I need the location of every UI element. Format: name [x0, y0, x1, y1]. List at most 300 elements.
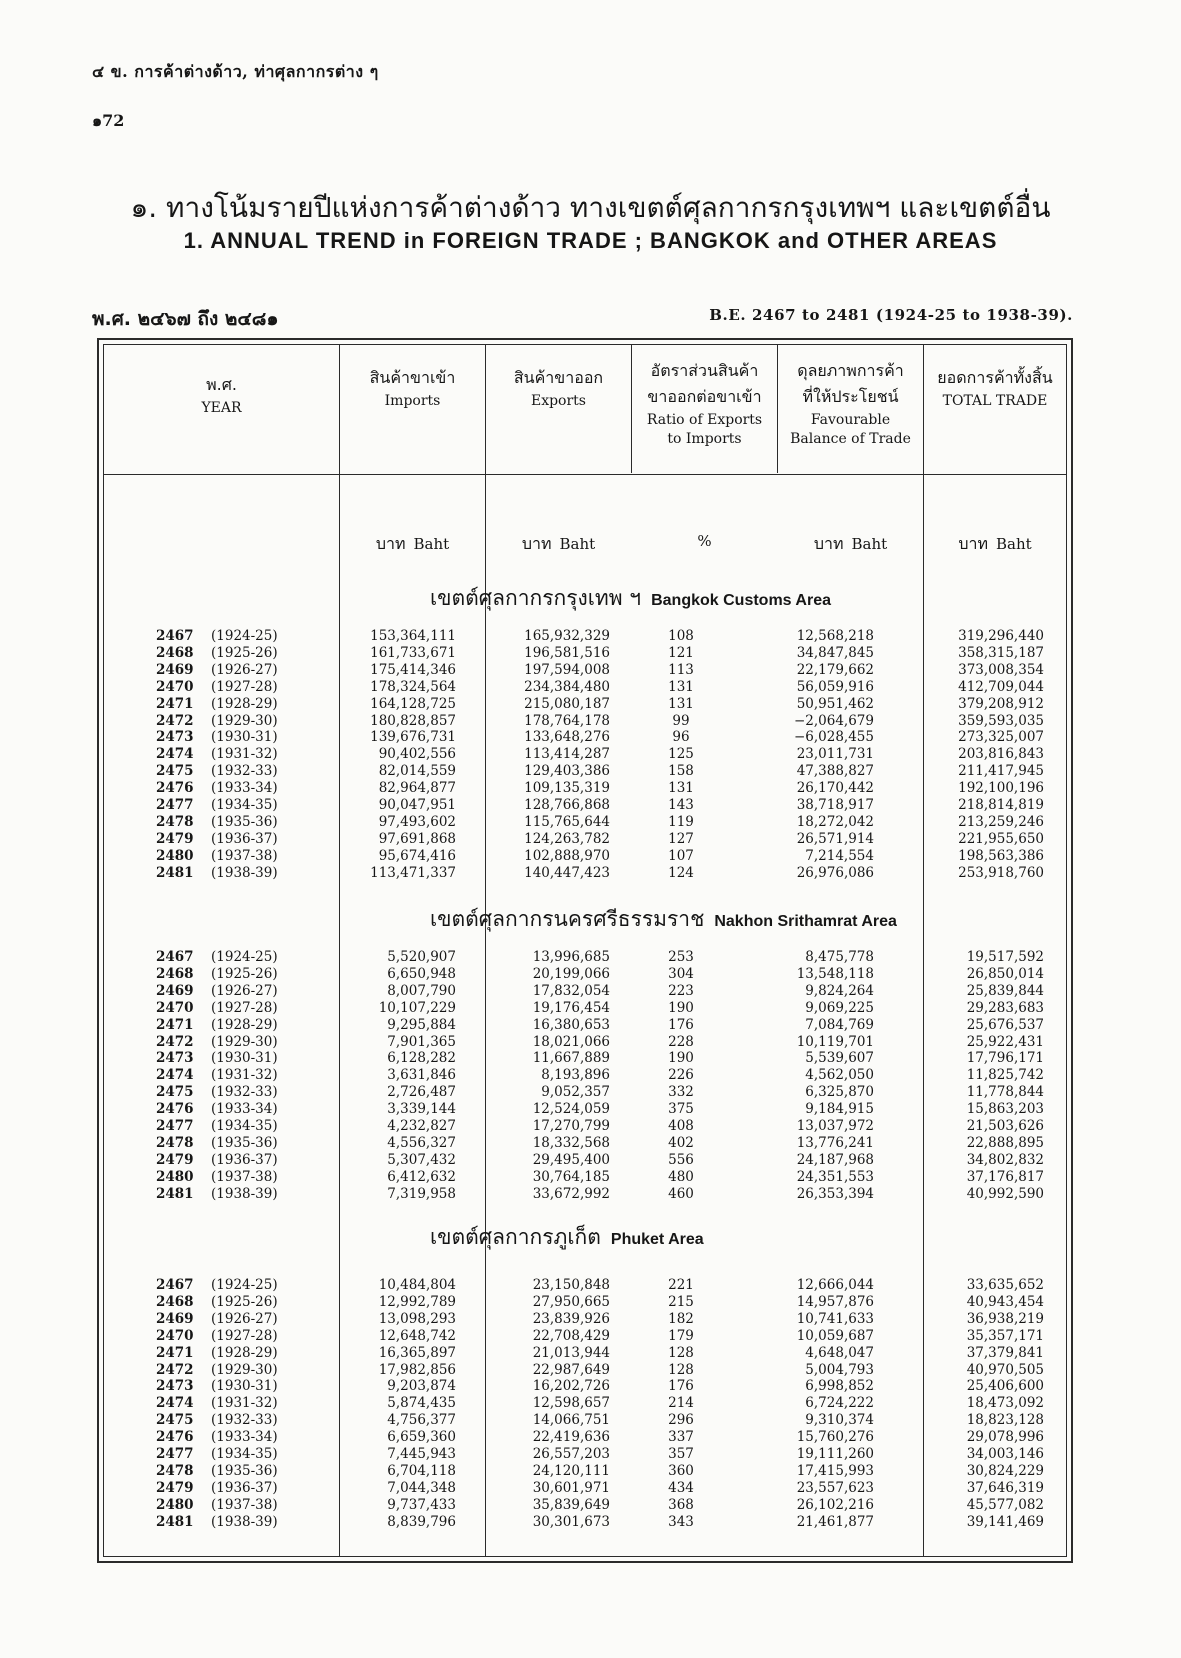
balance-cell: 10,119,701 [796, 1033, 874, 1050]
unit-percent: % [697, 532, 712, 550]
ce-year-cell: (1930-31) [211, 1050, 278, 1067]
table-row [104, 1152, 1066, 1168]
ratio-cell: 332 [668, 1084, 694, 1101]
balance-cell: 19,111,260 [796, 1446, 874, 1462]
total-cell: 34,802,832 [966, 1151, 1044, 1168]
table-row [104, 1186, 1066, 1202]
ratio-cell: 190 [668, 999, 694, 1016]
balance-cell: 13,548,118 [796, 965, 874, 982]
ratio-cell: 228 [668, 1033, 694, 1050]
ce-year-cell: (1938-39) [211, 1513, 278, 1530]
balance-cell: 9,310,374 [805, 1412, 874, 1429]
exports-cell: 26,557,203 [532, 1446, 610, 1462]
exports-cell: 9,052,357 [541, 1084, 610, 1101]
imports-cell: 178,324,564 [370, 678, 456, 695]
year-cell: 2471 [156, 695, 194, 712]
table-row [104, 1412, 1066, 1428]
table-row [104, 628, 1066, 644]
total-cell: 29,283,683 [966, 999, 1044, 1016]
ratio-cell: 337 [668, 1429, 694, 1446]
total-cell: 45,577,082 [966, 1496, 1044, 1513]
table-row [104, 1480, 1066, 1496]
ce-year-cell: (1932-33) [211, 763, 278, 780]
imports-cell: 7,445,943 [387, 1446, 456, 1462]
exports-cell: 140,447,423 [524, 864, 610, 881]
exports-cell: 115,765,644 [524, 813, 610, 830]
imports-cell: 97,493,602 [378, 813, 456, 830]
header-ratio-th1: อัตราส่วนสินค้า [650, 361, 759, 380]
balance-cell: 14,957,876 [796, 1293, 874, 1310]
exports-cell: 18,021,066 [532, 1033, 610, 1050]
table-row [104, 1277, 1066, 1293]
header-ratio-en2: to Imports [667, 431, 742, 447]
ce-year-cell: (1934-35) [211, 1118, 278, 1134]
balance-cell: 12,568,218 [796, 628, 874, 644]
year-cell: 2468 [156, 1293, 194, 1310]
exports-cell: 196,581,516 [524, 644, 610, 661]
ratio-cell: 360 [668, 1462, 694, 1479]
exports-cell: 12,598,657 [532, 1395, 610, 1412]
ce-year-cell: (1933-34) [211, 780, 278, 797]
ce-year-cell: (1931-32) [211, 1067, 278, 1084]
ce-year-cell: (1927-28) [211, 678, 278, 695]
total-cell: 211,417,945 [958, 763, 1044, 780]
total-cell: 192,100,196 [958, 780, 1044, 797]
balance-cell: 26,170,442 [796, 780, 874, 797]
header-balance-en1: Favourable [810, 412, 891, 428]
ratio-cell: 131 [668, 695, 694, 712]
table-row [104, 1362, 1066, 1378]
header-total-th: ยอดการค้าทั้งสิ้น [937, 368, 1053, 387]
imports-cell: 82,014,559 [378, 763, 456, 780]
exports-cell: 35,839,649 [532, 1496, 610, 1513]
imports-cell: 82,964,877 [378, 780, 456, 797]
year-cell: 2481 [156, 1513, 194, 1530]
ratio-cell: 215 [668, 1293, 694, 1310]
table-row [104, 1101, 1066, 1117]
exports-cell: 16,202,726 [532, 1378, 610, 1395]
year-cell: 2473 [156, 729, 194, 746]
exports-cell: 30,764,185 [532, 1168, 610, 1185]
balance-cell: 6,724,222 [805, 1395, 874, 1412]
imports-cell: 17,982,856 [378, 1361, 456, 1378]
ce-year-cell: (1938-39) [211, 864, 278, 881]
ratio-cell: 343 [668, 1513, 694, 1530]
exports-cell: 234,384,480 [524, 678, 610, 695]
balance-cell: 23,557,623 [796, 1479, 874, 1496]
imports-cell: 13,098,293 [378, 1310, 456, 1327]
total-cell: 25,676,537 [966, 1016, 1044, 1033]
year-cell: 2480 [156, 1168, 194, 1185]
unit-baht-th: บาท [813, 534, 844, 553]
table-row [104, 679, 1066, 695]
year-cell: 2473 [156, 1050, 194, 1067]
ratio-cell: 119 [668, 813, 694, 830]
exports-cell: 113,414,287 [524, 746, 610, 763]
section-heading [430, 582, 1050, 615]
total-cell: 22,888,895 [966, 1134, 1044, 1151]
exports-cell: 124,263,782 [524, 830, 610, 847]
total-cell: 25,406,600 [966, 1378, 1044, 1395]
exports-cell: 22,419,636 [532, 1429, 610, 1446]
ratio-cell: 127 [668, 830, 694, 847]
header-exports-en: Exports [530, 393, 586, 409]
total-cell: 273,325,007 [958, 729, 1044, 746]
balance-cell: 26,353,394 [796, 1185, 874, 1202]
ce-year-cell: (1937-38) [211, 1496, 278, 1513]
table-row [104, 1395, 1066, 1411]
ratio-cell: 131 [668, 678, 694, 695]
table-row [104, 1050, 1066, 1066]
table-row [104, 1514, 1066, 1530]
imports-cell: 90,047,951 [378, 797, 456, 813]
ratio-cell: 96 [672, 729, 690, 746]
exports-cell: 18,332,568 [532, 1134, 610, 1151]
total-cell: 35,357,171 [966, 1327, 1044, 1344]
ratio-cell: 128 [668, 1344, 694, 1361]
ratio-cell: 176 [668, 1016, 694, 1033]
table-row [104, 814, 1066, 830]
balance-cell: 9,824,264 [805, 982, 874, 999]
imports-cell: 4,232,827 [387, 1118, 456, 1134]
exports-cell: 165,932,329 [524, 628, 610, 644]
table-row [104, 848, 1066, 864]
imports-cell: 9,737,433 [387, 1496, 456, 1513]
total-cell: 198,563,386 [958, 847, 1044, 864]
year-cell: 2479 [156, 830, 194, 847]
unit-ratio [632, 532, 777, 550]
balance-cell: 5,539,607 [805, 1050, 874, 1067]
balance-cell: 15,760,276 [796, 1429, 874, 1446]
balance-cell: 7,214,554 [805, 847, 874, 864]
year-cell: 2479 [156, 1479, 194, 1496]
title-english: 1. ANNUAL TREND in FOREIGN TRADE ; BANGKOK and OTHER AREAS [183, 228, 998, 253]
ratio-cell: 221 [668, 1277, 694, 1293]
ratio-cell: 223 [668, 982, 694, 999]
total-cell: 40,970,505 [966, 1361, 1044, 1378]
unit-baht-th: บาท [375, 534, 406, 553]
ratio-cell: 143 [668, 797, 694, 813]
total-cell: 358,315,187 [958, 644, 1044, 661]
ce-year-cell: (1931-32) [211, 746, 278, 763]
balance-cell: 6,325,870 [805, 1084, 874, 1101]
imports-cell: 164,128,725 [370, 695, 456, 712]
section-heading-en: Bangkok Customs Area [651, 592, 831, 609]
table-row [104, 1067, 1066, 1083]
imports-cell: 175,414,346 [370, 661, 456, 678]
total-cell: 18,473,092 [966, 1395, 1044, 1412]
imports-cell: 180,828,857 [370, 712, 456, 729]
exports-cell: 12,524,059 [532, 1101, 610, 1118]
exports-cell: 22,708,429 [532, 1327, 610, 1344]
header-ratio-th2: ขาออกต่อขาเข้า [647, 387, 762, 406]
year-cell: 2480 [156, 847, 194, 864]
balance-cell: 26,102,216 [796, 1496, 874, 1513]
balance-cell: 10,741,633 [796, 1310, 874, 1327]
total-cell: 40,943,454 [966, 1293, 1044, 1310]
total-cell: 203,816,843 [958, 746, 1044, 763]
ce-year-cell: (1928-29) [211, 695, 278, 712]
ratio-cell: 408 [668, 1118, 694, 1134]
ratio-cell: 190 [668, 1050, 694, 1067]
year-cell: 2481 [156, 1185, 194, 1202]
total-cell: 36,938,219 [966, 1310, 1044, 1327]
exports-cell: 30,601,971 [532, 1479, 610, 1496]
balance-cell: 7,084,769 [805, 1016, 874, 1033]
exports-cell: 178,764,178 [524, 712, 610, 729]
ce-year-cell: (1924-25) [211, 628, 278, 644]
total-cell: 29,078,996 [966, 1429, 1044, 1446]
imports-cell: 9,295,884 [387, 1016, 456, 1033]
unit-balance [778, 532, 923, 557]
balance-cell: 13,776,241 [796, 1134, 874, 1151]
balance-cell: 21,461,877 [796, 1513, 874, 1530]
exports-cell: 129,403,386 [524, 763, 610, 780]
balance-cell: 9,069,225 [805, 999, 874, 1016]
year-cell: 2470 [156, 678, 194, 695]
ce-year-cell: (1933-34) [211, 1429, 278, 1446]
balance-cell: 17,415,993 [796, 1462, 874, 1479]
year-cell: 2471 [156, 1344, 194, 1361]
exports-cell: 197,594,008 [524, 661, 610, 678]
ce-year-cell: (1934-35) [211, 1446, 278, 1462]
ce-year-cell: (1934-35) [211, 797, 278, 813]
table-row [104, 983, 1066, 999]
exports-cell: 29,495,400 [532, 1151, 610, 1168]
exports-cell: 8,193,896 [541, 1067, 610, 1084]
total-cell: 221,955,650 [958, 830, 1044, 847]
ratio-cell: 402 [668, 1134, 694, 1151]
year-cell: 2475 [156, 1412, 194, 1429]
exports-cell: 11,667,889 [532, 1050, 610, 1067]
ratio-cell: 108 [668, 628, 694, 644]
total-cell: 34,003,146 [966, 1446, 1044, 1462]
exports-cell: 17,832,054 [532, 982, 610, 999]
table-row [104, 1034, 1066, 1050]
year-cell: 2474 [156, 1395, 194, 1412]
table-row [104, 1000, 1066, 1016]
ce-year-cell: (1933-34) [211, 1101, 278, 1118]
balance-cell: 5,004,793 [805, 1361, 874, 1378]
year-cell: 2471 [156, 1016, 194, 1033]
header-imports-en: Imports [384, 393, 441, 409]
ce-year-cell: (1936-37) [211, 830, 278, 847]
ratio-cell: 131 [668, 780, 694, 797]
unit-baht-en: Baht [559, 535, 596, 553]
imports-cell: 6,650,948 [387, 965, 456, 982]
exports-cell: 128,766,868 [524, 797, 610, 813]
header-balance-en2: Balance of Trade [790, 431, 911, 447]
total-cell: 253,918,760 [958, 864, 1044, 881]
table-row [104, 1294, 1066, 1310]
year-cell: 2467 [156, 1277, 194, 1293]
exports-cell: 30,301,673 [532, 1513, 610, 1530]
unit-baht-en: Baht [996, 535, 1032, 553]
total-cell: 218,814,819 [958, 797, 1044, 813]
table-row [104, 1497, 1066, 1513]
year-cell: 2477 [156, 1118, 194, 1134]
year-cell: 2470 [156, 999, 194, 1016]
year-cell: 2469 [156, 982, 194, 999]
total-cell: 21,503,626 [966, 1118, 1044, 1134]
year-cell: 2476 [156, 1429, 194, 1446]
table-row [104, 1169, 1066, 1185]
table-row [104, 746, 1066, 762]
unit-imports [340, 532, 485, 557]
balance-cell: 38,718,917 [796, 797, 874, 813]
exports-cell: 23,839,926 [532, 1310, 610, 1327]
table-row [104, 1084, 1066, 1100]
ratio-cell: 176 [668, 1378, 694, 1395]
unit-baht-th: บาท [958, 534, 989, 553]
header-ratio-en1: Ratio of Exports [646, 412, 763, 428]
year-cell: 2472 [156, 1361, 194, 1378]
imports-cell: 5,874,435 [387, 1395, 456, 1412]
imports-cell: 5,307,432 [387, 1151, 456, 1168]
balance-cell: 24,351,553 [796, 1168, 874, 1185]
imports-cell: 5,520,907 [387, 949, 456, 965]
year-cell: 2478 [156, 1462, 194, 1479]
table-row [104, 797, 1066, 813]
section-heading [430, 1221, 1050, 1254]
total-cell: 15,863,203 [966, 1101, 1044, 1118]
exports-cell: 109,135,319 [524, 780, 610, 797]
section-heading-th: เขตต์ศุลกากรกรุงเทพ ฯ [430, 586, 642, 610]
table-row [104, 1118, 1066, 1134]
imports-cell: 6,704,118 [387, 1462, 456, 1479]
ce-year-cell: (1925-26) [211, 1293, 278, 1310]
balance-cell: 56,059,916 [796, 678, 874, 695]
balance-cell: 10,059,687 [796, 1327, 874, 1344]
year-cell: 2478 [156, 1134, 194, 1151]
total-cell: 379,208,912 [958, 695, 1044, 712]
ce-year-cell: (1930-31) [211, 1378, 278, 1395]
year-cell: 2474 [156, 746, 194, 763]
year-cell: 2477 [156, 1446, 194, 1462]
ce-year-cell: (1924-25) [211, 1277, 278, 1293]
ratio-cell: 226 [668, 1067, 694, 1084]
ratio-cell: 113 [668, 661, 694, 678]
table-row [104, 1446, 1066, 1462]
total-cell: 319,296,440 [958, 628, 1044, 644]
ratio-cell: 124 [668, 864, 694, 881]
total-cell: 30,824,229 [966, 1462, 1044, 1479]
ratio-cell: 368 [668, 1496, 694, 1513]
ce-year-cell: (1928-29) [211, 1344, 278, 1361]
balance-cell: 34,847,845 [796, 644, 874, 661]
ratio-cell: 460 [668, 1185, 694, 1202]
imports-cell: 7,901,365 [387, 1033, 456, 1050]
imports-cell: 7,044,348 [387, 1479, 456, 1496]
ce-year-cell: (1931-32) [211, 1395, 278, 1412]
exports-cell: 20,199,066 [532, 965, 610, 982]
total-cell: 37,646,319 [966, 1479, 1044, 1496]
header-balance-th1: ดุลยภาพการค้า [797, 361, 904, 380]
ce-year-cell: (1924-25) [211, 949, 278, 965]
table-row [104, 1017, 1066, 1033]
table-row [104, 1463, 1066, 1479]
year-cell: 2473 [156, 1378, 194, 1395]
balance-cell: 6,998,852 [805, 1378, 874, 1395]
unit-exports [486, 532, 631, 557]
ce-year-cell: (1935-36) [211, 1462, 278, 1479]
total-cell: 40,992,590 [966, 1185, 1044, 1202]
year-cell: 2475 [156, 1084, 194, 1101]
imports-cell: 95,674,416 [378, 847, 456, 864]
balance-cell: −6,028,455 [793, 729, 874, 746]
exports-cell: 19,176,454 [532, 999, 610, 1016]
ce-year-cell: (1929-30) [211, 1033, 278, 1050]
imports-cell: 4,756,377 [387, 1412, 456, 1429]
year-cell: 2476 [156, 780, 194, 797]
unit-baht-th: บาท [521, 534, 552, 553]
imports-cell: 2,726,487 [387, 1084, 456, 1101]
period-english: B.E. 2467 to 2481 (1924-25 to 1938-39). [709, 306, 1073, 324]
table-row [104, 949, 1066, 965]
total-cell: 19,517,592 [966, 949, 1044, 965]
ce-year-cell: (1926-27) [211, 661, 278, 678]
balance-cell: 26,571,914 [796, 830, 874, 847]
ratio-cell: 253 [668, 949, 694, 965]
table-row [104, 729, 1066, 745]
year-cell: 2468 [156, 965, 194, 982]
exports-cell: 24,120,111 [532, 1462, 610, 1479]
ratio-cell: 214 [668, 1395, 694, 1412]
imports-cell: 161,733,671 [370, 644, 456, 661]
imports-cell: 12,648,742 [378, 1327, 456, 1344]
exports-cell: 17,270,799 [532, 1118, 610, 1134]
table-row [104, 1135, 1066, 1151]
ce-year-cell: (1932-33) [211, 1084, 278, 1101]
total-cell: 18,823,128 [966, 1412, 1044, 1429]
section-heading-th: เขตต์ศุลกากรภูเก็ต [430, 1225, 601, 1249]
year-cell: 2469 [156, 661, 194, 678]
year-cell: 2470 [156, 1327, 194, 1344]
table-row [104, 662, 1066, 678]
balance-cell: −2,064,679 [793, 712, 874, 729]
header-ratio [632, 358, 777, 478]
year-cell: 2477 [156, 797, 194, 813]
imports-cell: 139,676,731 [370, 729, 456, 746]
ratio-cell: 107 [668, 847, 694, 864]
ce-year-cell: (1927-28) [211, 999, 278, 1016]
total-cell: 25,922,431 [966, 1033, 1044, 1050]
section-heading-th: เขตต์ศุลกากรนครศรีธรรมราช [430, 907, 705, 931]
unit-total [924, 532, 1066, 557]
total-cell: 373,008,354 [958, 661, 1044, 678]
ratio-cell: 121 [668, 644, 694, 661]
balance-cell: 18,272,042 [796, 813, 874, 830]
imports-cell: 12,992,789 [378, 1293, 456, 1310]
header-balance [778, 358, 923, 478]
header-year [104, 352, 339, 472]
section-heading-en: Phuket Area [610, 1231, 704, 1248]
imports-cell: 153,364,111 [370, 628, 456, 644]
ratio-cell: 182 [668, 1310, 694, 1327]
ratio-cell: 125 [668, 746, 694, 763]
total-cell: 412,709,044 [958, 678, 1044, 695]
ratio-cell: 179 [668, 1327, 694, 1344]
ce-year-cell: (1938-39) [211, 1185, 278, 1202]
balance-cell: 47,388,827 [796, 763, 874, 780]
section-heading [430, 903, 1050, 936]
page-number: ๑72 [92, 111, 125, 130]
ratio-cell: 158 [668, 763, 694, 780]
table-row [104, 966, 1066, 982]
exports-cell: 16,380,653 [532, 1016, 610, 1033]
year-cell: 2481 [156, 864, 194, 881]
ratio-cell: 128 [668, 1361, 694, 1378]
